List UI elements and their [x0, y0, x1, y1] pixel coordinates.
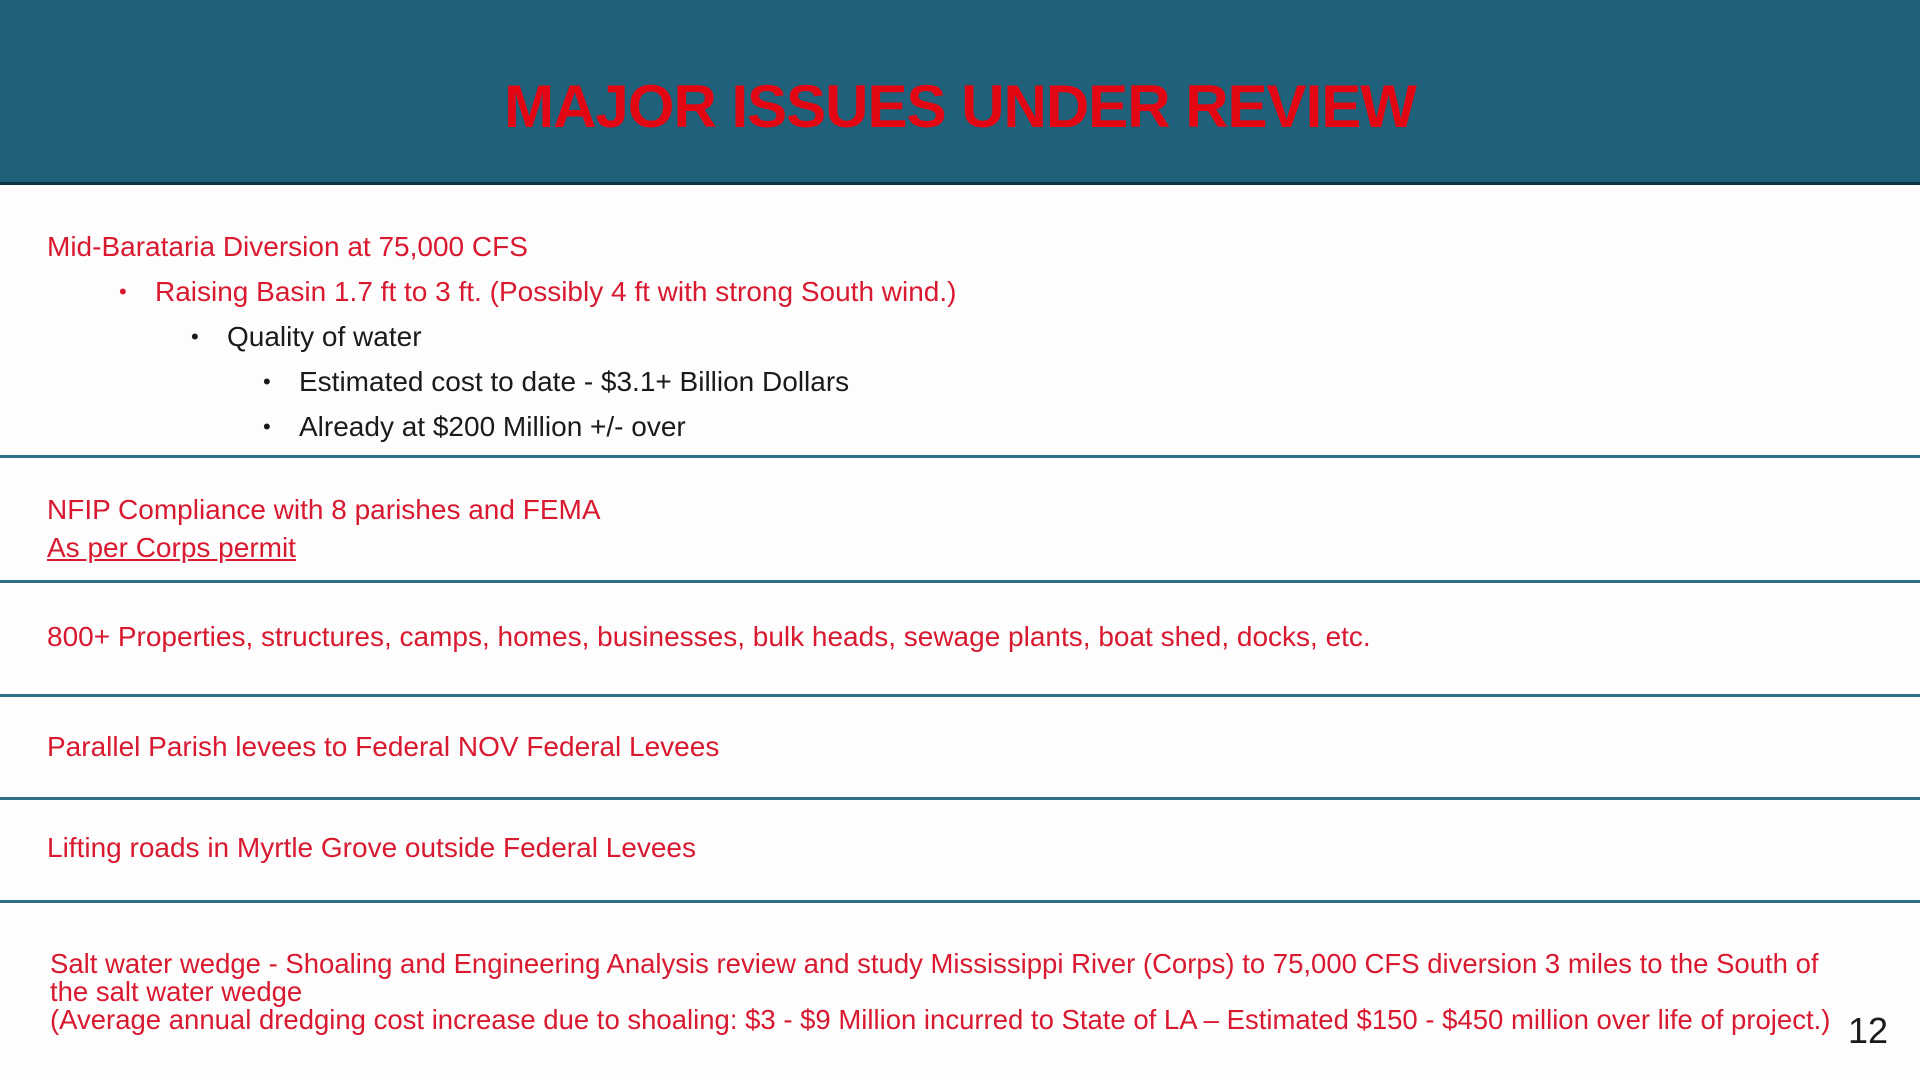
nfip-heading: NFIP Compliance with 8 parishes and FEMA: [47, 494, 601, 525]
bullet-quality-of-water: [47, 314, 1920, 359]
section-divider: [0, 694, 1920, 697]
section-properties: [0, 614, 1920, 659]
bullet-estimated-cost: [47, 359, 1920, 404]
slide-title: MAJOR ISSUES UNDER REVIEW: [504, 72, 1416, 140]
section-levees: [0, 724, 1920, 769]
section-divider: [0, 797, 1920, 800]
corps-permit-link[interactable]: As per Corps permit: [47, 532, 296, 563]
bullet-raising-basin: [47, 269, 1920, 314]
properties-text: 800+ Properties, structures, camps, homes, businesses, bulk heads, sewage plants, boat shed, docks, etc.: [47, 621, 1371, 652]
bullet-text: Quality of water: [227, 321, 422, 352]
section-diversion: [0, 224, 1920, 449]
section-roads: [0, 825, 1920, 870]
roads-text: Lifting roads in Myrtle Grove outside Federal Levees: [47, 832, 696, 863]
section-divider: [0, 455, 1920, 458]
saltwater-text: Salt water wedge - Shoaling and Engineering Analysis review and study Mississippi River (Corps) to 75,000 CFS diversion 3 miles to the South of the salt water wedge: [50, 948, 1819, 1007]
section-divider: [0, 900, 1920, 903]
bullet-text: Raising Basin 1.7 ft to 3 ft. (Possibly 4 ft with strong South wind.): [155, 276, 957, 307]
slide-header: [0, 0, 1920, 185]
bullet-text: Already at $200 Million +/- over: [299, 411, 686, 442]
bullet-text: Estimated cost to date - $3.1+ Billion Dollars: [299, 366, 850, 397]
diversion-heading: Mid-Barataria Diversion at 75,000 CFS: [47, 231, 528, 262]
bullet-dot-icon: •: [263, 369, 271, 394]
section-divider: [0, 580, 1920, 583]
bullet-dot-icon: •: [119, 279, 127, 304]
dredging-cost-text: (Average annual dredging cost increase due to shoaling: $3 - $9 Million incurred to State of LA – Estimated $150 - $450 million over life of project.): [50, 1004, 1831, 1035]
bullet-dot-icon: •: [263, 414, 271, 439]
bullet-dot-icon: •: [191, 324, 199, 349]
levees-text: Parallel Parish levees to Federal NOV Federal Levees: [47, 731, 720, 762]
page-number: 12: [1847, 1010, 1888, 1051]
section-nfip: [0, 490, 1920, 566]
section-saltwater: [0, 950, 1920, 1034]
bullet-already-over: [47, 404, 1920, 449]
